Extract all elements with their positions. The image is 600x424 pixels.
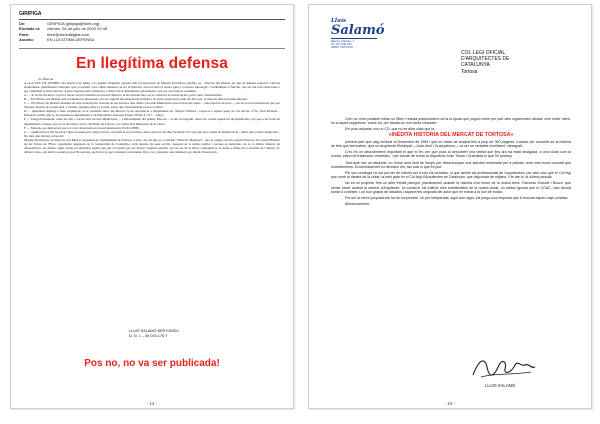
salutation: Sr. Director bbox=[38, 77, 54, 81]
address-line: 43500 TORTOSA bbox=[331, 45, 353, 50]
left-page bbox=[10, 4, 294, 409]
header-key: Para: bbox=[19, 31, 30, 37]
letter-paragraph: F — Massip, per demostrar que te la raó, menciona un Acord inexistent (18-XI-1888). bbox=[24, 125, 140, 130]
signature-name: LLUIS SALAMÓ BERTOMEU bbox=[129, 329, 179, 333]
letter-paragraph: Tant acte sóc un aficionat, un home amb molt de temps per desenvolupar una activitat reservada per a jubilats, amb mes bona voluntat que coneixements. Econòmicament no demano res, tan sols lo que és just. bbox=[331, 160, 571, 169]
header-key: Enviado el: bbox=[19, 26, 41, 32]
letterhead-address bbox=[331, 40, 401, 50]
signature-name: LLUIS SALAMÓ bbox=[485, 383, 516, 388]
letter-paragraph: primera part que vaig enllestir al Desembre de 1995 i que en haver-se ampliat fins a prop de 300 pàgines, s'acaba per convertir-se la història de fets que demostren, que un Arquitecte Municipal —Joan Abril i Guanyabens— va ser un veritable receltitant i desagraït. bbox=[331, 139, 571, 149]
letter-body bbox=[331, 117, 571, 208]
footer-title: Pos no, no va ser publicada! bbox=[84, 358, 220, 369]
letter-paragraph: Pot ser la meva proposta els ha de sorprendre, no per inesperada; sigui com sigui, els prego una resposta que il·lusionat espero aquí positiva. bbox=[345, 196, 569, 201]
address-line: Tel. 977 445 212 bbox=[331, 41, 352, 46]
handwritten-signature bbox=[469, 353, 539, 383]
header-divider bbox=[19, 48, 285, 49]
header-value: GIRIPIGA [giripiga@tinet.org] bbox=[47, 21, 100, 26]
header-value: ebre@elmeddigital.com bbox=[47, 31, 90, 37]
page-number: - 14 - bbox=[146, 401, 158, 406]
cd-title: «INÈDITA HISTÒRIA DEL MERCAT DE TORTOSA» bbox=[388, 132, 514, 139]
email-app-name: GIRIPIGA bbox=[19, 11, 285, 20]
recipient-block bbox=[461, 50, 509, 75]
letter-paragraph: No es un projecte, fins un altre treball paregut, pràcticament acabat: la història d'un home de la nostra terra: Francesc Escudé i Bosch, que sense haver acabat la carrera d'Arquitecte, va construir els edificis mes emblemàtics de la nostra ciutat, un artista ignorat que el COAC, crec deuria donar a conèixer. I un bon grapat de dibuixos i aquarel·les originals del autor que he trobat a la sort de trobar. bbox=[331, 181, 571, 194]
logo-first-name: Lluís bbox=[331, 18, 347, 24]
letter-paragraph: Com no m'és possible editar un llibre i resulta pràcticament nul·la la ajuda que puguin rebre per part dels organismes oficials, crec millor oferir-ho a aquell organisme, sobre tot, per tractar-se d'un tema vinculant. bbox=[331, 117, 571, 126]
recipient-line: COL·LEGI OFICIAL bbox=[461, 50, 506, 56]
email-header-subject bbox=[19, 37, 285, 42]
page-number: - 15 - bbox=[444, 401, 456, 406]
signature-id: D. N. I. – 40.015.176 Y bbox=[129, 334, 168, 338]
letter-paragraph: Massip Foncillosa, ex Director del Museu, depenent de l'Ajuntament de Tortosa, a mes, des de que es va jubilar "Director Honorari", que jo sàpiga, mai ha seguit Director del Arxiu Històric de les Terres de l'Ebre, organisme depenent de la Generalitat de Catalunya, com alguna als seus escrits. Aquests es la petita realitat i perque es menysne, no es la millor manera de desqualificar als demés. Quin crèdit pot merèixer aquell que ens vol donar gat per llebre? Aquesta qüestió, per no ser de la meva competència, la deixo a mans del Conseller de Cultura, Sr. Albert Curto, qui amb la autoritat que l'hi pertany, podrà fer lo que consideri convenient, fins i tot, presentar una denuncia per intent d'usurpació. bbox=[24, 137, 280, 154]
article-title: En llegítima defensa bbox=[76, 55, 228, 72]
header-key: De: bbox=[19, 21, 26, 26]
letter-paragraph: D — Qüestiona Massip a base d'opinions, si el veritable autor del Mercat va ser Arquitecte o simplement un "Mestre d'Obres", respecte a aquest punt, no cal tractar, el Sr. Joan Pallarès – Personal, millor que jo, ho manifesta ampliament a un historiador desposat (Veure l'Estel nº 317 – Juny). bbox=[24, 109, 280, 118]
letter-body bbox=[24, 77, 280, 154]
right-page bbox=[308, 4, 592, 409]
letter-paragraph: B — Els llibres que Massip em recomana no interessen, per ser aquells una interpretació lliure i no gens respectuosa amb els fets que, la majoria dels tortosins ignoren. bbox=[24, 97, 248, 102]
recipient-line: CATALUNYA bbox=[461, 62, 490, 69]
email-headers bbox=[19, 21, 285, 43]
letter-paragraph: C — Els llibres de història deurien ser una transcripció clavada de les notícies dels diaris i Acords Municipals que tracten del tema, —una especie de porc— per als lectors interessats que per diverses motius no poden anar a l'Arxiu, puguen saber la veritat, sense que l'intermediari pose la cullera. bbox=[24, 101, 280, 110]
header-key: Asunto: bbox=[19, 37, 35, 43]
letter-paragraph: A — Jo no he dit mai a cap lloc haver escrit la història del nostre Mercat; la he trobada feta, on es conserva el nostre Arxiu, pura, neta i immaculada. bbox=[24, 93, 223, 98]
address-line: Ramon Cabrera, 1 bbox=[331, 38, 355, 43]
letter-paragraph: A «LA VEU DE L'EBRE» del passat 9 de Maig, a la pàgina d'Opinió, apareix una col·laboració de Massip Foncillosa, jubilat, ex - director del Museu, en què de manera especial i directa m'anomena, manifestant d'entrada 'que ja tornem a les velles maneres de fer la història, d'acord amb el nostre gust o la nostra ideologia'. Cordialment el felicito, per ser tan bon observador i per confirmar la meva litació. Apart d'aquest petit comentari, voldria fer-li determinats aclariments, que per raó d'espai, resumiré: bbox=[24, 81, 280, 94]
letter-paragraph: E — Desgraciadament, saber els fets a través dels Acords Municipals — l'enfonsament del primer Mercat— es del tot negatiu, doncs no consta aquell fet incjustificable, per que a les fonts en Ajuntament corrupte que es va decantar a favor del Banc de Tortosa, en contra dels interessos de la ciutat. bbox=[24, 117, 280, 126]
letter-paragraph: Pel seu contingut no sol pot ser de interès per a tots els tortosins, si que també als professionals de l'arquitectura, per això crec que el Col·legi que corre al davant de la ciutat, la més gran és el Col·legi d'Arquitectes de Catalunya, que disposarà de mitjans, li fe dar-lo, si ultima paraula. bbox=[331, 170, 571, 180]
letterhead-logo bbox=[331, 19, 401, 49]
recipient-line: D'ARQUITECTES DE bbox=[461, 56, 510, 63]
letter-paragraph: Crec és un descobriment important el que el fet, per que posa al descobert una veritat que fins ara ha estat amagada, a una ciutat com la nostra, plena de tradicions i mentides. I per tractar de tornar al Arquitecte Joan Torras i Guardiola lo que l'hi pertany. bbox=[331, 150, 571, 159]
signature-block bbox=[129, 329, 179, 339]
letter-paragraph: G — Quina mosca l'hi ha picat? Que un qualsevol s'hagi atrevit a invadir el seu territori, atesa reservat als intel·lectuals? No veu que eixo estem en Democràcia... Molt mes podria afegir-me... No mes una darrera aclaració: bbox=[24, 129, 280, 138]
header-value: viernes, 04 de julio de 2003 20:48 bbox=[47, 26, 108, 32]
header-value: EN LLEGÍTIMA DEFENSA bbox=[47, 37, 95, 43]
letter-paragraph: Em plau adjuntar-vos un CD, que no es altra cosa que la bbox=[345, 127, 435, 132]
logo-last-name: Salamó bbox=[331, 22, 385, 38]
recipient-line: Tortosa bbox=[461, 68, 478, 75]
closing: Afectuosament, bbox=[345, 202, 370, 207]
